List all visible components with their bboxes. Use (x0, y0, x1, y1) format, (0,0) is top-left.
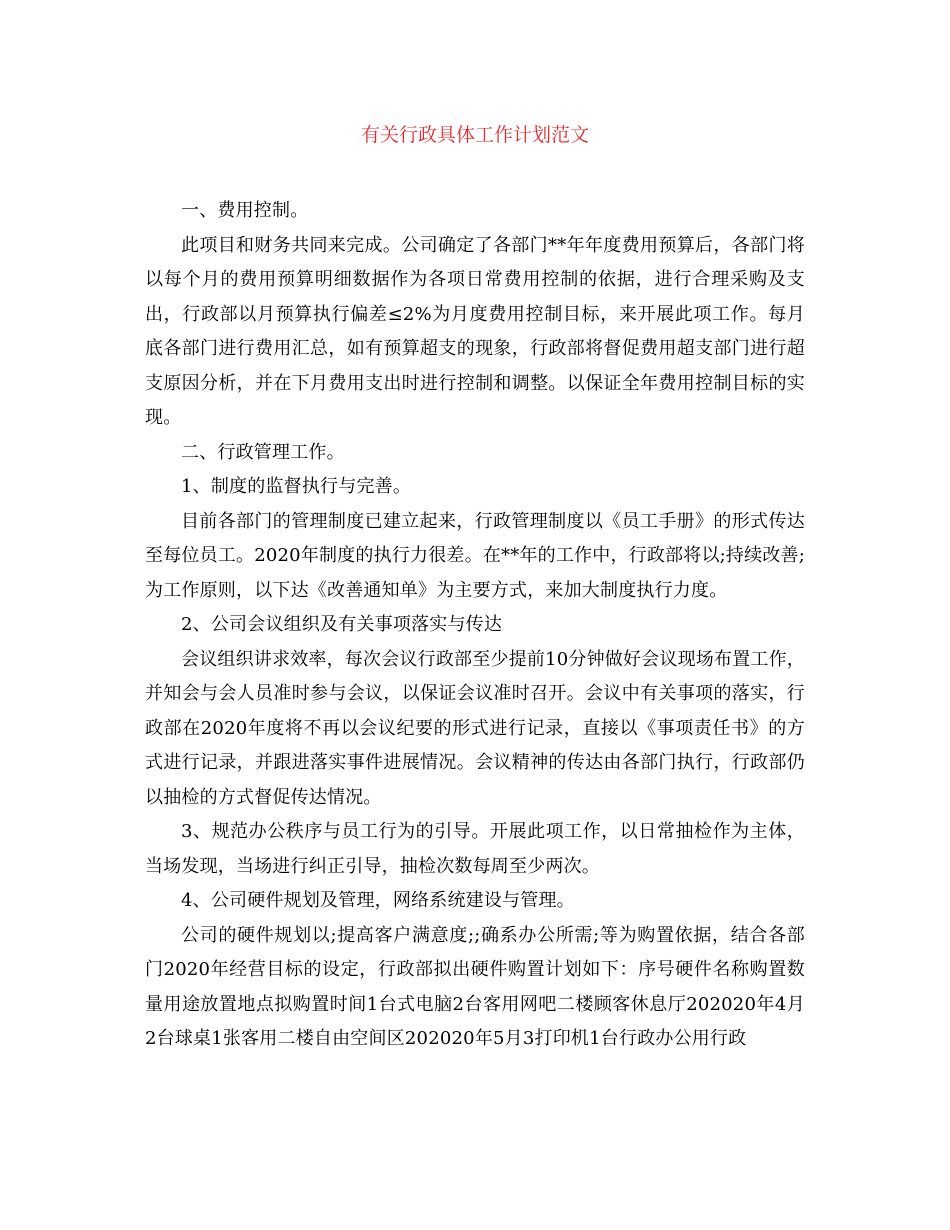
paragraph-meeting-organization: 会议组织讲求效率，每次会议行政部至少提前10分钟做好会议现场布置工作，并知会与会人员准时参与会议，以保证会议准时召开。会议中有关事项的落实，行政部在2020年度将不再以会议纪要的形式进行记录，直接以《事项责任书》的方式进行记录，并跟进落实事件进展情况。会议精神的传达由各部门执行，行政部仍以抽检的方式督促传达情况。 (145, 648, 805, 808)
subheading-system-supervision: 1、制度的监督执行与完善。 (181, 476, 412, 497)
paragraph-hardware-planning: 公司的硬件规划以;提高客户满意度;;确系办公所需;等为购置依据，结合各部门2020年经营目标的设定，行政部拟出硬件购置计划如下：序号硬件名称购置数量用途放置地点拟购置时间1台式电脑2台客用网吧二楼顾客休息厅202020年4月2台球桌1张客用二楼自由空间区202020年5月3打印机1台行政办公用行政 (145, 924, 805, 1049)
document-title: 有关行政具体工作计划范文 (360, 124, 589, 146)
paragraph-office-order: 3、规范办公秩序与员工行为的引导。开展此项工作，以日常抽检作为主体，当场发现，当场进行纠正引导，抽检次数每周至少两次。 (145, 821, 805, 877)
section-heading-expense-control: 一、费用控制。 (181, 200, 309, 221)
subheading-meeting-organization: 2、公司会议组织及有关事项落实与传达 (181, 614, 503, 635)
document-body (145, 194, 805, 1057)
subheading-hardware-planning: 4、公司硬件规划及管理，网络系统建设与管理。 (181, 890, 575, 911)
paragraph-system-supervision: 目前各部门的管理制度已建立起来，行政管理制度以《员工手册》的形式传达至每位员工。2020年制度的执行力很差。在**年的工作中，行政部将以;持续改善;为工作原则，以下达《改善通知单》为主要方式，来加大制度执行力度。 (145, 510, 805, 601)
section-heading-admin-management: 二、行政管理工作。 (181, 441, 345, 463)
paragraph-expense-control: 此项目和财务共同来完成。公司确定了各部门**年年度费用预算后，各部门将以每个月的费用预算明细数据作为各项日常费用控制的依据，进行合理采购及支出，行政部以月预算执行偏差≤2%为月度费用控制目标，来开展此项工作。每月底各部门进行费用汇总，如有预算超支的现象，行政部将督促费用超支部门进行超支原因分析，并在下月费用支出时进行控制和调整。以保证全年费用控制目标的实现。 (145, 234, 805, 428)
